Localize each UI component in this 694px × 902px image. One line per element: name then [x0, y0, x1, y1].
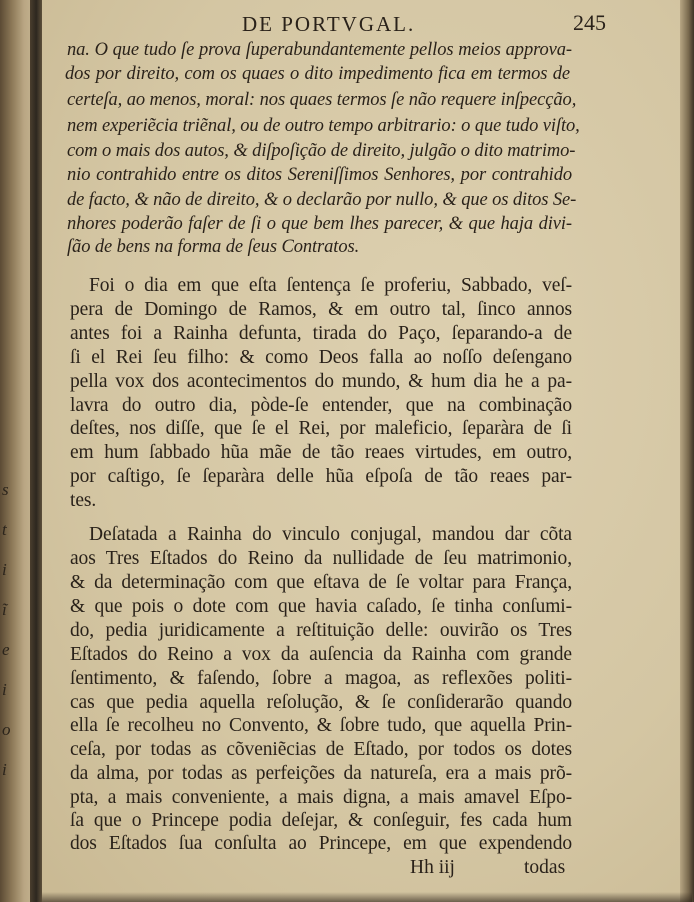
- text-line: na. O que tudo ſe prova ſuperabundantemente pellos meios approva-: [67, 40, 572, 60]
- facing-page-letter: i: [2, 560, 7, 579]
- signature-mark: Hh iij: [410, 857, 455, 878]
- text-line: ſi el Rei ſeu filho: & como Deos falla ao noſſo deſengano: [70, 347, 572, 368]
- page-bottom-shadow: [42, 892, 692, 902]
- text-line: ſentimento, & faſendo, ſobre a magoa, as reflexões politi-: [70, 668, 572, 689]
- text-line: dos Eſtados ſua conſulta ao Princepe, em que expendendo: [70, 833, 572, 854]
- facing-page-letters: [2, 470, 16, 790]
- text-line: do, pedia juridicamente a reſtituição delle: ouvirão os Tres: [70, 620, 572, 641]
- text-line: dos por direito, com os quaes o dito impedimento fica em termos de: [65, 64, 570, 84]
- text-line: cas que pedia aquella reſolução, & ſe conſiderarão quando: [70, 692, 572, 713]
- text-line: nio contrahido entre os ditos Sereniſſimos Senhores, por contrahido: [67, 165, 572, 185]
- text-line: por caſtigo, ſe ſeparàra delle hũa eſpoſa de tão reaes par-: [70, 466, 572, 487]
- catchword: todas: [524, 857, 566, 878]
- page-number: 245: [573, 10, 606, 35]
- text-line: ceſa, por todas as cõveniẽcias de Eſtado, por todos os dotes: [70, 739, 572, 760]
- text-line: lavra do outro dia, pòde-ſe entender, que na combinação: [70, 395, 572, 416]
- text-line: ella ſe recolheu no Convento, & ſobre tudo, que aquella Prin-: [70, 715, 572, 736]
- text-line: antes foi a Rainha defunta, tirada do Paço, ſeparando-a de: [70, 323, 572, 344]
- text-line: Foi o dia em que eſta ſentença ſe proferiu, Sabbado, veſ-: [89, 275, 572, 296]
- text-line: ſa que o Princepe podia deſejar, & conſeguir, fes cada hum: [70, 810, 572, 831]
- facing-page-letter: s: [2, 480, 9, 499]
- facing-page-letter: t: [2, 520, 7, 539]
- facing-page-letter: e: [2, 640, 10, 659]
- running-head: DE PORTVGAL.: [242, 12, 416, 36]
- facing-page-letter: ĩ: [2, 600, 7, 619]
- text-line: nhores poderão faſer de ſi o que bem lhes parecer, & que haja divi-: [67, 214, 572, 234]
- text-line: pta, a mais conveniente, a mais digna, a mais amavel Eſpo-: [70, 787, 572, 808]
- text-line: certeſa, ao menos, moral: nos quaes termos ſe não requere inſpecção,: [67, 90, 577, 110]
- text-line: & que pois o dote com que havia caſado, ſe tinha conſumi-: [70, 596, 572, 617]
- text-line: tes.: [70, 490, 97, 511]
- text-line: em hum ſabbado hũa mãe de tão reaes virtudes, em outro,: [70, 442, 572, 463]
- text-line: nem experiẽcia triẽnal, ou de outro tempo arbitrario: o que tudo viſto,: [67, 116, 580, 136]
- text-line: aos Tres Eſtados do Reino da nullidade de ſeu matrimonio,: [70, 548, 572, 569]
- facing-page-letter: i: [2, 760, 7, 779]
- text-line: Eſtados do Reino a vox da auſencia da Rainha com grande: [70, 644, 572, 665]
- facing-page-letter: i: [2, 680, 7, 699]
- page-fore-edge: [680, 0, 694, 902]
- text-line: Deſatada a Rainha do vinculo conjugal, mandou dar cõta: [89, 524, 572, 545]
- text-line: & da determinação com que eſtava de ſe voltar para França,: [70, 572, 572, 593]
- text-line: pella vox dos acontecimentos do mundo, & hum dia he a pa-: [70, 371, 572, 392]
- text-line: ſão de bens na forma de ſeus Contratos.: [67, 237, 360, 257]
- book-page: [42, 0, 692, 902]
- text-line: de facto, & não de direito, & o declarão por nullo, & que os ditos Se-: [67, 190, 577, 210]
- facing-page-letter: o: [2, 720, 11, 739]
- text-line: deſtes, nos diſſe, que ſe el Rei, por maleficio, ſeparàra de ſi: [70, 418, 572, 439]
- text-line: pera de Domingo de Ramos, & em outro tal, ſinco annos: [70, 299, 572, 320]
- text-line: da alma, por todas as perfeições da natureſa, era a mais prõ-: [70, 763, 572, 784]
- text-line: com o mais dos autos, & diſpoſição de direito, julgão o dito matrimo-: [67, 141, 576, 161]
